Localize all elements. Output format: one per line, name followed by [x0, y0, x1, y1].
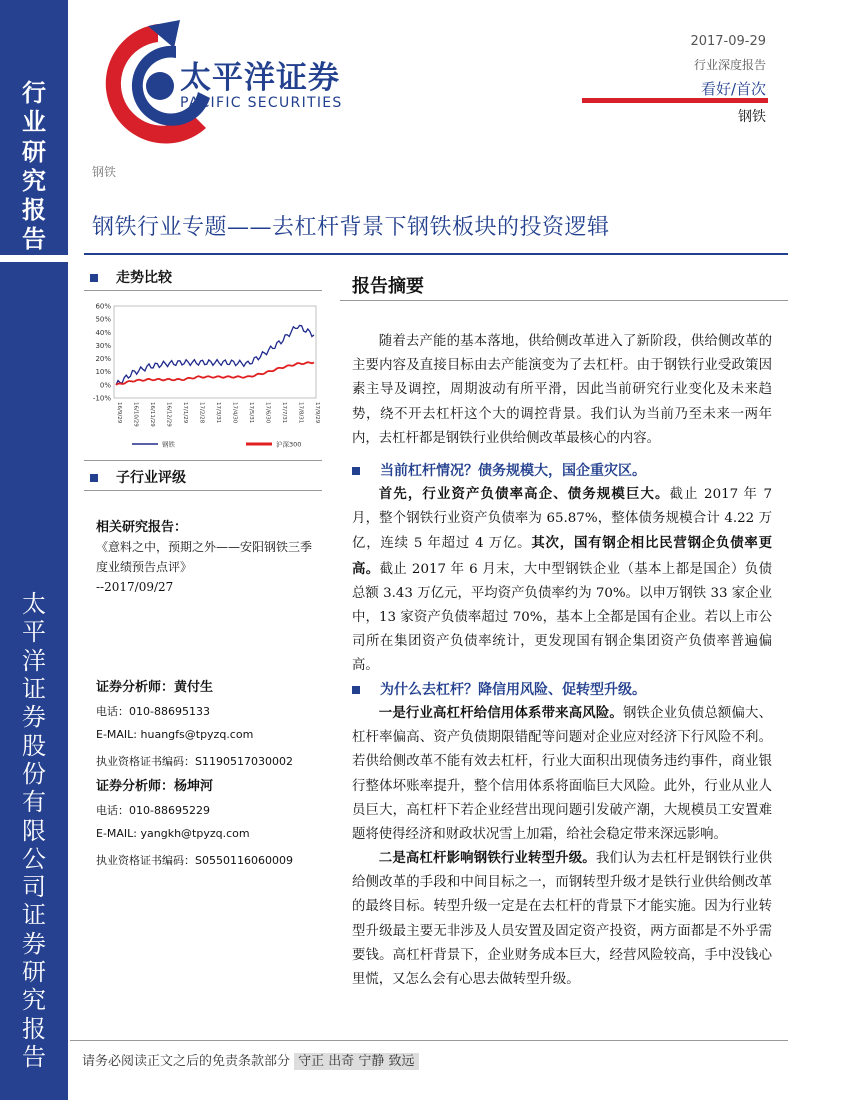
analyst-2-name: 证券分析师：杨坤河: [96, 779, 214, 794]
x-tick-label: 16/9/29: [116, 402, 122, 424]
summary-intro: 随着去产能的基本落地，供给侧改革进入了新阶段，供给侧改革的主要内容及直接目标由去产能演变为了去杠杆。由于钢铁行业受政策因素主导及调控，周期波动有所平滑，因此当前研究行业变化及未来趋势，绕不开去杠杆这个大的调控背景。我们认为当前乃至未来一两年内，去杠杆都是钢铁行业供给侧改革最核心的内容。: [352, 334, 772, 446]
analyst-2-phone: 电话：010-88695229: [96, 804, 210, 817]
analyst-2-email[interactable]: E-MAIL: yangkh@tpyzq.com: [96, 827, 250, 840]
summary-heading: 报告摘要: [352, 276, 424, 297]
rating: 看好/首次: [700, 80, 766, 98]
x-tick-label: 17/5/31: [248, 402, 254, 424]
y-tick-label: 20%: [95, 355, 111, 364]
x-tick-label: 17/8/31: [297, 402, 304, 424]
x-tick-label: 17/4/30: [231, 402, 238, 424]
analyst-1-name: 证券分析师：黄付生: [96, 680, 214, 695]
chart-bottom-divider: [84, 460, 322, 461]
section-1-text-2: 截止 2017 年 6 月末，大中型钢铁企业（基本上都是国企）负债总额 3.43 万亿元，平均资产负债率约为 70%。以申万钢铁 33 家企业中，13 家资产负债率超过 70%，基本上全都是国有企业。若以上市公司所在集团资产负债率统计，更发现国有钢企集团资产负债率普遍偏高。: [352, 561, 772, 674]
section-1-text-1: 截止 2017 年 7 月，整个钢铁行业资产负债率为 65.87%，整体债务规模合计 4.22 万亿，连续 5 年超过 4 万亿。: [352, 487, 773, 552]
brand-name-cn: 太平洋证券: [180, 60, 340, 96]
section-1-body: [352, 482, 772, 679]
square-bullet-icon: [352, 686, 360, 694]
x-tick-label: 17/6/30: [264, 402, 271, 424]
footer-divider: [70, 1040, 788, 1041]
analyst-1-cert: 执业资格证书编码：S1190517030002: [96, 755, 293, 768]
section-2-bold-1: 一是行业高杠杆给信用体系带来高风险。: [378, 705, 623, 721]
square-bullet-icon: [90, 274, 98, 282]
report-date: 2017-09-29: [690, 34, 766, 49]
y-tick-label: 60%: [95, 302, 111, 311]
trend-divider: [84, 290, 322, 291]
section-2-bold-2: 二是高杠杆影响钢铁行业转型升级。: [378, 850, 596, 866]
subrating-heading: [90, 467, 186, 487]
side-band-top: [0, 0, 68, 255]
analyst-1-email[interactable]: E-MAIL: huangfs@tpyzq.com: [96, 728, 254, 741]
report-type: 行业深度报告: [693, 58, 766, 72]
section-2-body-2: [352, 846, 772, 992]
x-tick-label: 17/3/31: [215, 402, 221, 424]
chart-frame: [114, 306, 316, 398]
report-title: 钢铁行业专题——去杠杆背景下钢铁板块的投资逻辑: [92, 215, 610, 240]
y-tick-label: 30%: [95, 341, 111, 350]
footer-disclaimer[interactable]: 请务必阅读正文之后的免责条款部分: [82, 1054, 291, 1069]
section-2-text-2: 我们认为去杠杆是钢铁行业供给侧改革的手段和中间目标之一，而钢转型升级才是铁行业供给侧改革的最终目标。转型升级一定是在去杠杆的背景下才能实施。因为行业转型升级最主要无非涉及人员安置及固定资产投资，两方面都是不外乎需要钱。高杠杆背景下，企业财务成本巨大，经营风险较高，手中没钱心里慌，又怎么会有心思去做转型升级。: [352, 851, 773, 988]
related-report-date: --2017/09/27: [96, 580, 174, 594]
trend-heading-label: 走势比较: [116, 270, 172, 286]
section-1-heading-label: 当前杠杆情况？债务规模大，国企重灾区。: [380, 463, 646, 479]
series-line-steel: [116, 325, 314, 384]
sector-tag: 钢铁: [92, 165, 117, 179]
subrating-heading-label: 子行业评级: [116, 470, 186, 486]
x-tick-label: 17/7/31: [281, 402, 287, 424]
analyst-1-phone: 电话：010-88695133: [96, 705, 210, 718]
y-tick-label: 50%: [95, 315, 111, 324]
x-tick-label: 17/1/29: [182, 402, 188, 424]
summary-divider: [340, 300, 788, 301]
square-bullet-icon: [352, 467, 360, 475]
trend-heading: [90, 267, 172, 287]
x-tick-label: 16/11/29: [149, 402, 155, 427]
y-tick-label: 0%: [99, 381, 111, 390]
x-tick-label: 17/9/29: [314, 402, 320, 424]
series-line-hs300: [116, 362, 314, 385]
side-label-top: 行 业 研 究 报 告: [22, 78, 46, 254]
section-2-heading: [352, 679, 646, 699]
y-tick-label: 10%: [95, 368, 111, 377]
y-tick-label: -10%: [92, 394, 111, 403]
footer: [82, 1050, 419, 1069]
section-2-heading-label: 为什么去杠杆？降信用风险、促转型升级。: [380, 682, 646, 698]
legend-label-0: 钢铁: [162, 440, 175, 449]
section-2-body-1: [352, 701, 772, 847]
header-sector: 钢铁: [738, 109, 766, 125]
section-1-bold-2: 其次，国有钢企相比民营钢企负债率更高。: [352, 535, 772, 577]
related-report-link[interactable]: 《意料之中，预期之外——安阳钢铁三季度业绩预告点评》: [96, 540, 313, 574]
square-bullet-icon: [90, 474, 98, 482]
y-tick-label: 40%: [95, 328, 111, 337]
side-label-bottom: 太 平 洋 证 券 股 份 有 限 公 司 证 券 研 究 报 告: [22, 590, 46, 1071]
section-1-bold-1: 首先，行业资产负债率高企、债务规模巨大。: [378, 486, 670, 502]
x-tick-label: 16/12/29: [165, 402, 172, 427]
subrating-divider: [84, 490, 322, 491]
brand-name-en: PACIFIC SECURITIES: [180, 95, 343, 111]
title-divider: [84, 253, 788, 255]
side-band-bottom: [0, 262, 68, 1100]
x-tick-label: 17/2/28: [198, 402, 205, 424]
header-divider: [582, 98, 768, 103]
x-tick-label: 16/10/29: [132, 402, 139, 427]
section-1-heading: [352, 460, 646, 480]
analyst-2-cert: 执业资格证书编码：S0550116060009: [96, 854, 293, 867]
trend-chart: [88, 298, 320, 456]
section-2-text-1: 钢铁企业负债总额偏大、杠杆率偏高、资产负债期限错配等问题对企业应对经济下行风险不利。若供给侧改革不能有效去杠杆，行业大面积出现债务违约事件，商业银行整体坏账率提升，整个信用体系将面临巨大风险。此外，行业从业人员巨大，高杠杆下若企业经营出现问题引发破产潮，大规模员工安置难题将使得经济和财政状况雪上加霜，给社会稳定带来深远影响。: [352, 706, 773, 843]
related-heading: 相关研究报告：: [96, 520, 188, 535]
footer-motto: 守正 出奇 宁静 致远: [294, 1053, 418, 1070]
legend-label-1: 沪深300: [276, 440, 302, 449]
